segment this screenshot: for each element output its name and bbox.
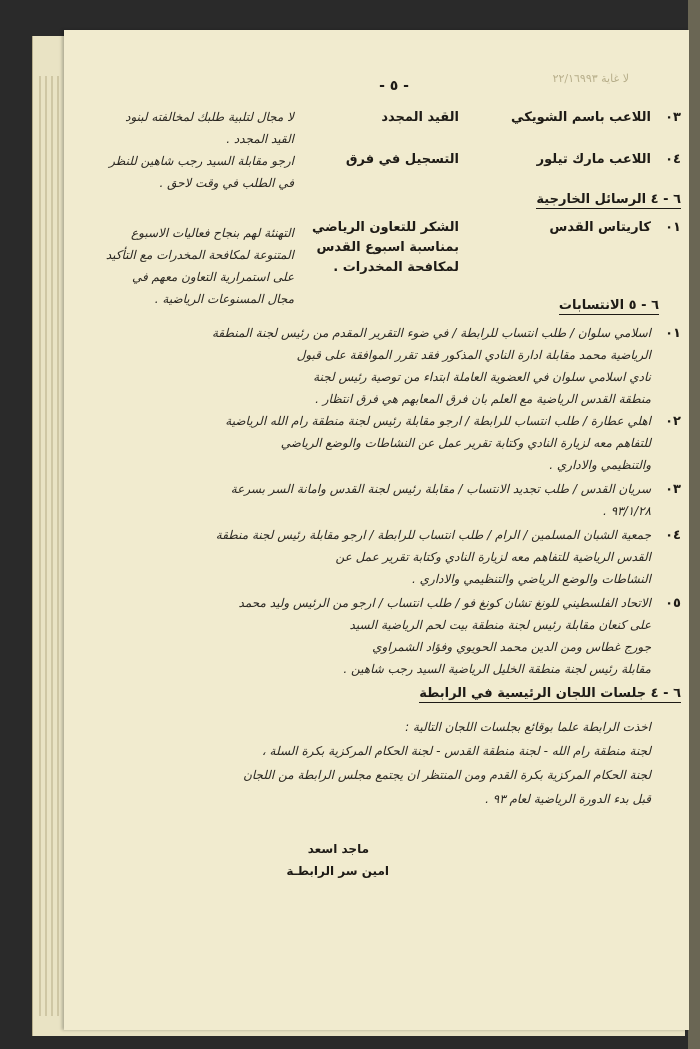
section-heading: ٦ - ٤ جلسات اللجان الرئيسية في الرابطة [419,686,681,701]
item-subject: الشكر للتعاون الرياضي [311,220,459,235]
section-heading: ٦ - ٥ الانتسابات [558,298,659,313]
item-line: نادي اسلامي سلوان في العضوية العاملة ابتداء من توصية رئيس لجنة [313,370,651,384]
item-number: ٠٤ [665,152,681,167]
item-subject: التسجيل في فرق [345,152,459,167]
item-line: الاتحاد الفلسطيني للونغ تشان كونغ فو / طلب انتساب / ارجو من الرئيس وليد محمد [238,596,651,610]
item-line: النشاطات والوضع الرياضي والتنظيمي والاداري . [412,572,651,586]
item-number: ٠٣ [665,110,681,125]
section-line: اخذت الرابطة علما بوقائع بجلسات اللجان التالية : [405,720,651,734]
page-edge [51,76,53,1016]
item-number: ٠٥ [665,596,681,611]
section-line: لجنة منطقة رام الله - لجنة منطقة القدس - لجنة الحكام المركزية بكرة السلة ، [261,744,651,758]
item-line: للتفاهم معه لزيارة النادي وكتابة تقرير عمل عن النشاطات والوضع الرياضي [280,436,651,450]
item-line: الرياضية محمد مقابلة ادارة النادي المذكور فقد تقرر الموافقة على قبول [296,348,651,362]
item-subject: بمناسبة اسبوع القدس [316,240,459,255]
page-edge [39,76,41,1016]
faint-header: لا غاية ٢٢/١٦٩٩٣ [552,72,629,85]
section-line: قبل بدء الدورة الرياضية لعام ٩٣ . [485,792,651,806]
item-line: القدس الرياضية للتفاهم معه لزيارة النادي وكتابة تقرير عمل عن [335,550,651,564]
signatory-name: ماجد اسعد [307,842,369,856]
item-number: ٠٢ [665,414,681,429]
item-line: جمعية الشبان المسلمين / الرام / طلب انتساب للرابطة / ارجو مقابلة رئيس لجنة منطقة [215,528,651,542]
item-line: اسلامي سلوان / طلب انتساب للرابطة / في ضوء التقرير المقدم من رئيس لجنة المنطقة [211,326,651,340]
document-page [64,30,689,1030]
item-subject: لمكافحة المخدرات . [333,260,459,275]
item-name: كاريتاس القدس [549,220,651,235]
item-decision: على استمرارية التعاون معهم في [132,270,294,284]
item-line: اهلي عطارة / طلب انتساب للرابطة / ارجو مقابلة رئيس لجنة منطقة رام الله الرياضية [225,414,651,428]
item-line: جورج غطاس ومن الدين محمد الحويوي وفؤاد الشمراوي [372,640,651,654]
item-decision: ارجو مقابلة السيد رجب شاهين للنظر [109,154,294,168]
page-edge [45,76,47,1016]
item-decision: في الطلب في وقت لاحق . [159,176,294,190]
page-number: - ٥ - [379,78,409,94]
item-number: ٠١ [665,220,681,235]
item-decision: التهنئة لهم بنجاح فعاليات الاسبوع [131,226,294,240]
book-margin [688,0,700,1049]
item-decision: لا مجال لتلبية طلبك لمخالفته لبنود [125,110,294,124]
item-line: سريان القدس / طلب تجديد الانتساب / مقابلة رئيس لجنة القدس وامانة السر بسرعة [230,482,651,496]
item-number: ٠١ [665,326,681,341]
section-line: لجنة الحكام المركزية بكرة القدم ومن المنتظر ان يجتمع مجلس الرابطة من اللجان [243,768,651,782]
item-line: ٩٣/١/٢٨ . [603,504,651,518]
item-name: اللاعب مارك تيلور [536,152,651,167]
item-number: ٠٤ [665,528,681,543]
item-line: على كنعان مقابلة رئيس لجنة منطقة بيت لحم الرياضية السيد [349,618,651,632]
item-number: ٠٣ [665,482,681,497]
section-heading: ٦ - ٤ الرسائل الخارجية [536,192,681,207]
item-line: مقابلة رئيس لجنة منطقة الخليل الرياضية السيد رجب شاهين . [343,662,651,676]
item-decision: مجال المسنوعات الرياضية . [154,292,294,306]
item-decision: القيد المجدد . [226,132,294,146]
page-edge [57,76,59,1016]
item-decision: المتنوعة لمكافحة المخدرات مع التأكيد [105,248,294,262]
signatory-title: امين سر الرابطـة [286,864,389,878]
item-subject: القيد المجدد [381,110,459,125]
item-line: منطقة القدس الرياضية مع العلم بان فرق المعابهم هي فرق انتظار . [315,392,651,406]
item-name: اللاعب باسم الشويكي [511,110,651,125]
item-line: والتنظيمي والاداري . [549,458,651,472]
